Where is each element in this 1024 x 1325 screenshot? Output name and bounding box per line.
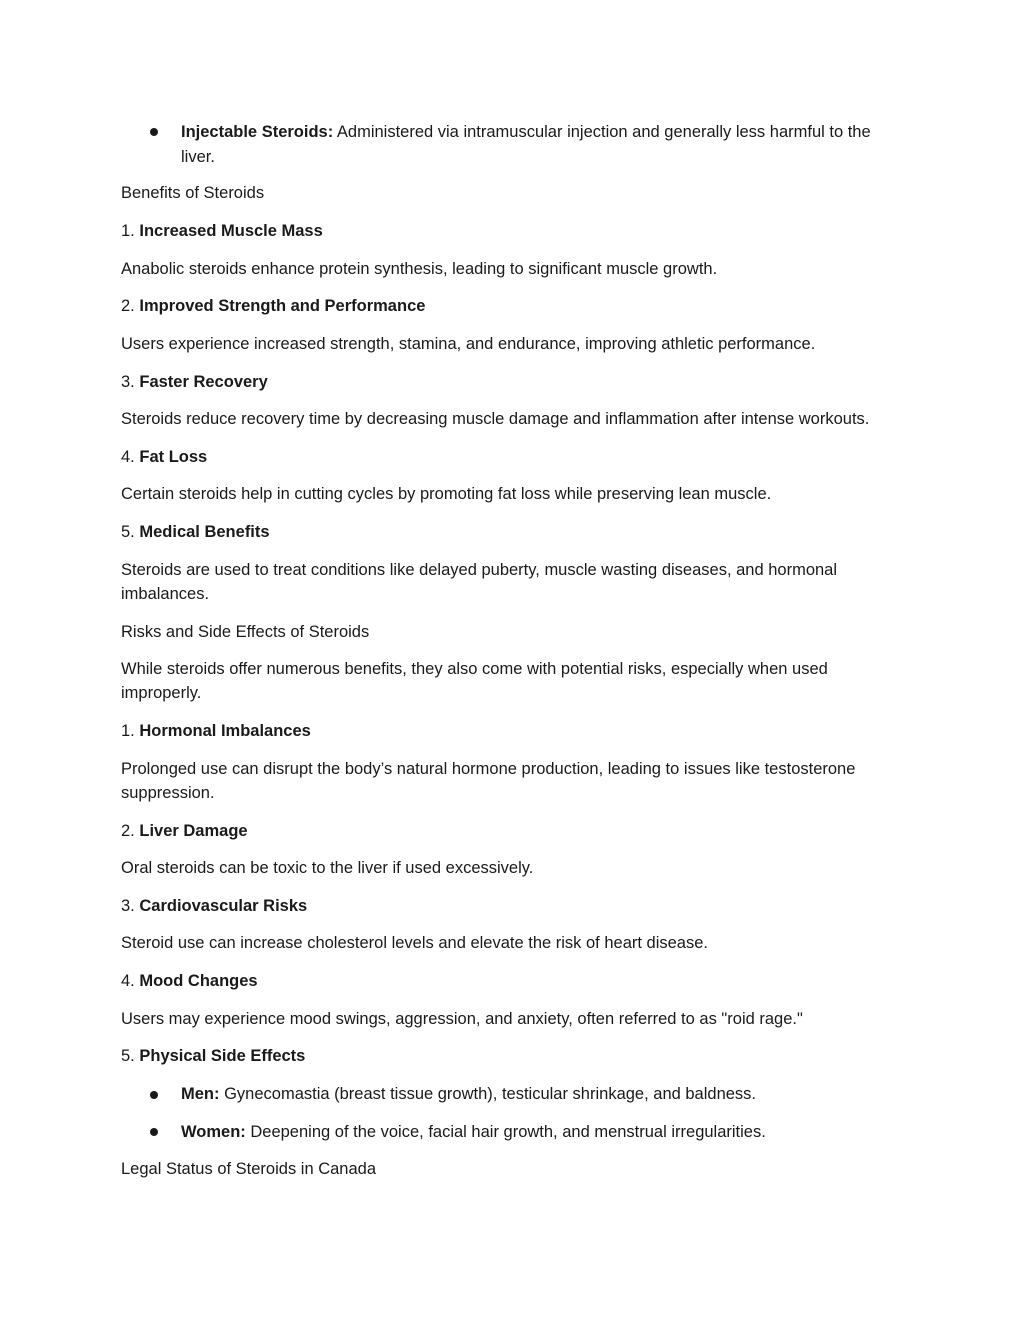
benefit-desc-2: Users experience increased strength, stamina, and endurance, improving athletic performance.: [121, 335, 816, 353]
benefit-item-5: [121, 520, 896, 544]
bullet-dot: [150, 128, 158, 136]
benefit-item-4: [121, 445, 896, 469]
item-title: Improved Strength and Performance: [139, 297, 426, 315]
item-number: 4.: [121, 972, 140, 990]
legal-status-heading: Legal Status of Steroids in Canada: [121, 1160, 377, 1178]
item-title: Liver Damage: [139, 822, 248, 840]
risk-desc-1: Prolonged use can disrupt the body’s natural hormone production, leading to issues like testosterone suppression.: [121, 760, 856, 802]
item-number: 4.: [121, 448, 140, 466]
item-title: Cardiovascular Risks: [139, 897, 308, 915]
item-title: Fat Loss: [139, 448, 208, 466]
bullet-dot: [150, 1128, 158, 1136]
bullet-term: Injectable Steroids:: [181, 123, 334, 141]
risk-desc-3: Steroid use can increase cholesterol levels and elevate the risk of heart disease.: [121, 934, 708, 952]
item-title: Increased Muscle Mass: [139, 222, 323, 240]
item-number: 3.: [121, 373, 140, 391]
item-number: 5.: [121, 1047, 140, 1065]
item-number: 5.: [121, 523, 140, 541]
benefit-desc-3: Steroids reduce recovery time by decreasing muscle damage and inflammation after intense workouts.: [121, 410, 870, 428]
item-title: Faster Recovery: [139, 373, 268, 391]
item-number: 3.: [121, 897, 140, 915]
risks-heading: Risks and Side Effects of Steroids: [121, 623, 370, 641]
benefit-desc-4: Certain steroids help in cutting cycles by promoting fat loss while preserving lean muscle.: [121, 485, 772, 503]
bullet-text: Administered via intramuscular injection and generally less harmful to the liver.: [181, 123, 871, 166]
risk-item-4: [121, 969, 896, 993]
risk-item-5: [121, 1044, 896, 1068]
item-number: 2.: [121, 822, 140, 840]
benefit-item-2: [121, 294, 896, 318]
benefit-item-1: [121, 219, 896, 243]
item-number: 2.: [121, 297, 140, 315]
risk-item-2: [121, 819, 896, 843]
item-title: Mood Changes: [139, 972, 258, 990]
risk-desc-2: Oral steroids can be toxic to the liver if used excessively.: [121, 859, 534, 877]
risk-desc-4: Users may experience mood swings, aggression, and anxiety, often referred to as "roid rage.": [121, 1010, 803, 1028]
bullet-term: Men:: [181, 1085, 220, 1103]
item-number: 1.: [121, 722, 140, 740]
side-effect-women: [181, 1120, 901, 1145]
benefit-desc-1: Anabolic steroids enhance protein synthesis, leading to significant muscle growth.: [121, 260, 718, 278]
item-number: 1.: [121, 222, 140, 240]
benefit-desc-5: Steroids are used to treat conditions like delayed puberty, muscle wasting diseases, and hormonal imbalances.: [121, 561, 838, 603]
item-title: Hormonal Imbalances: [139, 722, 311, 740]
item-title: Medical Benefits: [139, 523, 270, 541]
bullet-text: Gynecomastia (breast tissue growth), testicular shrinkage, and baldness.: [219, 1085, 757, 1103]
side-effect-men: [181, 1082, 901, 1107]
bullet-injectable-steroids: [181, 120, 901, 169]
benefit-item-3: [121, 370, 896, 394]
bullet-text: Deepening of the voice, facial hair growth, and menstrual irregularities.: [245, 1123, 766, 1141]
risks-intro: While steroids offer numerous benefits, they also come with potential risks, especially when used improperly.: [121, 660, 828, 702]
risk-item-3: [121, 894, 896, 918]
bullet-dot: [150, 1091, 158, 1099]
risk-item-1: [121, 719, 896, 743]
bullet-term: Women:: [181, 1123, 246, 1141]
item-title: Physical Side Effects: [139, 1047, 306, 1065]
benefits-heading: Benefits of Steroids: [121, 184, 265, 202]
